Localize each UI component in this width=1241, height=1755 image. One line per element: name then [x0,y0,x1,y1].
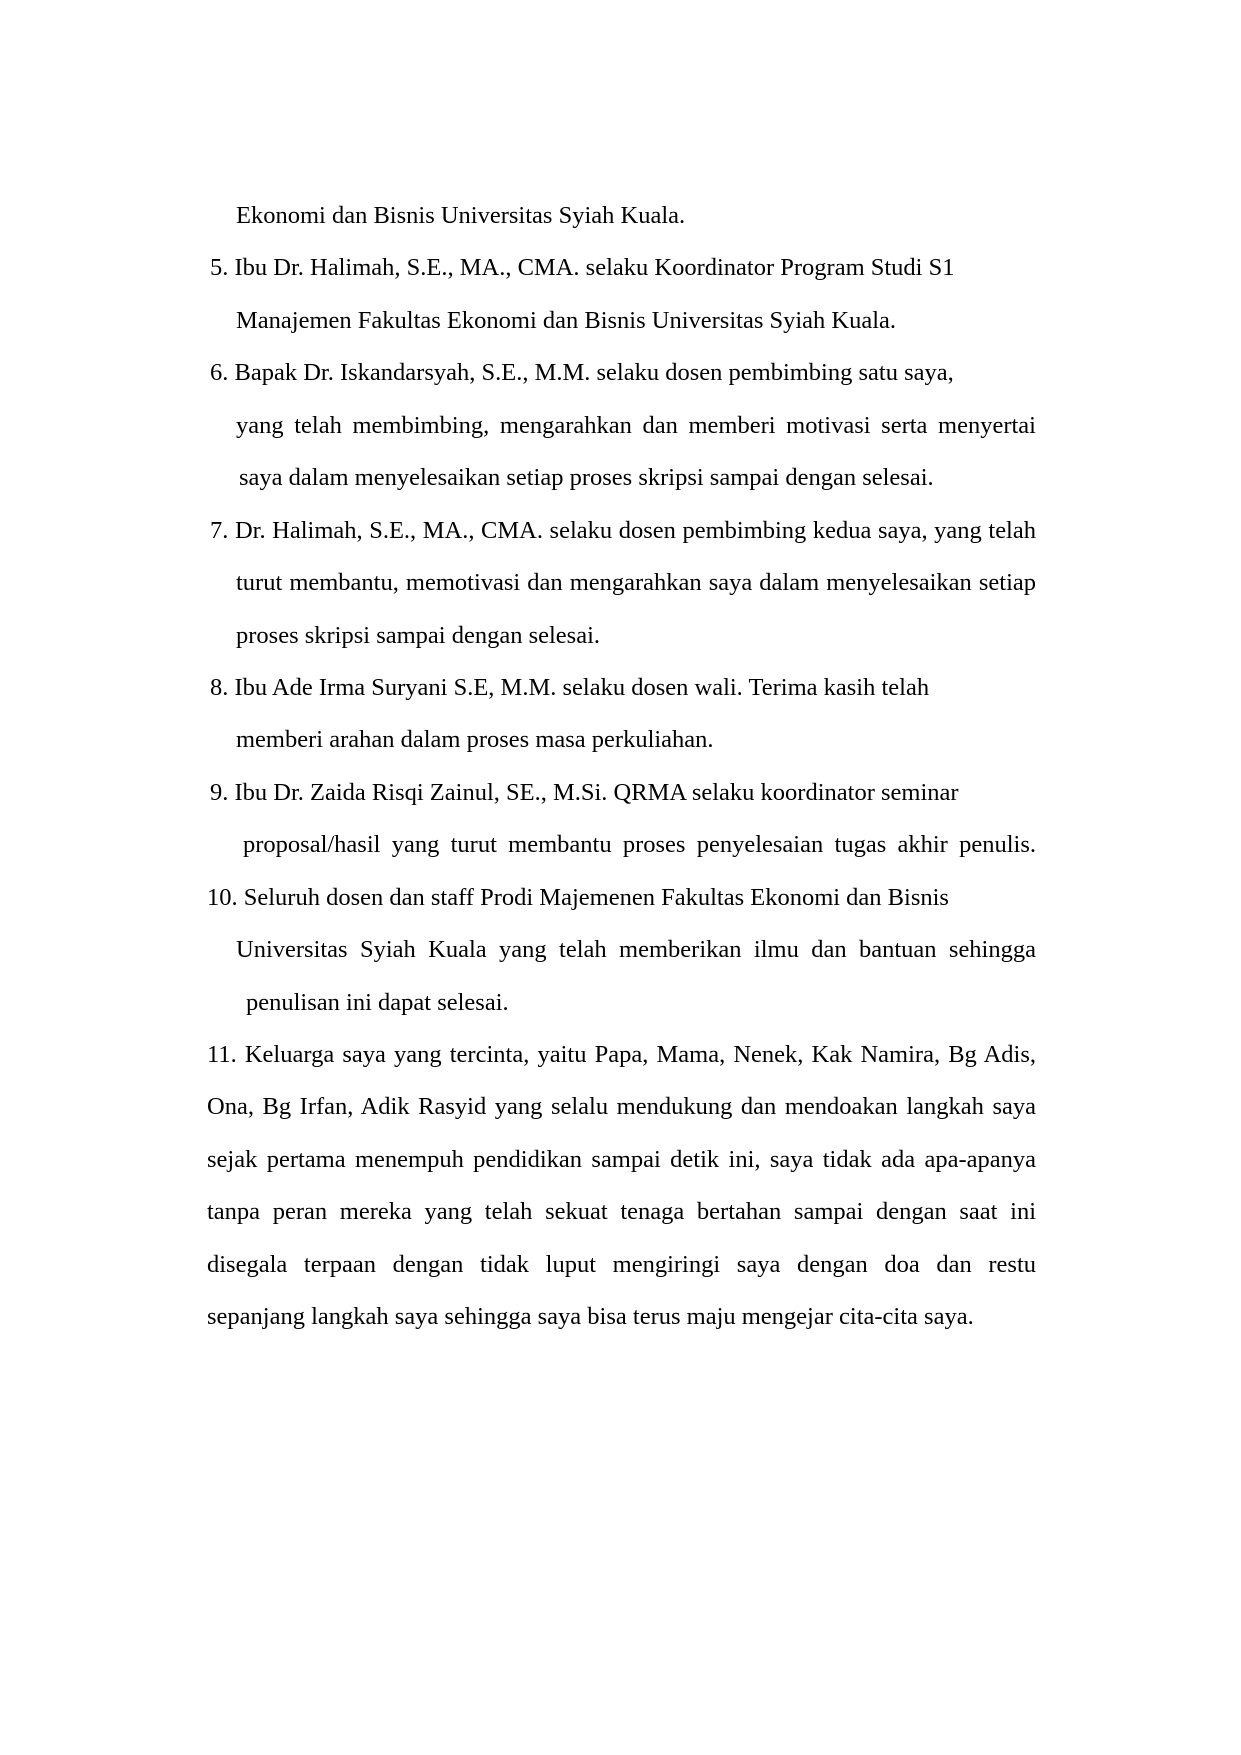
text-line: proposal/hasil yang turut membantu proses penyelesaian tugas akhir penulis. [243,831,1036,859]
text-line: 10. Seluruh dosen dan staff Prodi Majemenen Fakultas Ekonomi dan Bisnis [207,883,949,911]
text-line: proses skripsi sampai dengan selesai. [236,621,601,649]
text-line: turut membantu, memotivasi dan mengarahkan saya dalam menyelesaikan setiap [236,569,1036,597]
text-line: 11. Keluarga saya yang tercinta, yaitu Papa, Mama, Nenek, Kak Namira, Bg Adis, [207,1041,1036,1068]
acknowledgements-text-block [207,190,1036,1344]
text-line: disegala terpaan dengan tidak luput mengiringi saya dengan doa dan restu [207,1250,1036,1278]
text-line: penulisan ini dapat selesai. [246,988,509,1016]
text-line: 7. Dr. Halimah, S.E., MA., CMA. selaku dosen pembimbing kedua saya, yang telah [210,516,1036,544]
text-line: sejak pertama menempuh pendidikan sampai detik ini, saya tidak ada apa-apanya [207,1145,1036,1173]
text-line: sepanjang langkah saya sehingga saya bisa terus maju mengejar cita-cita saya. [207,1303,974,1331]
text-line: 8. Ibu Ade Irma Suryani S.E, M.M. selaku dosen wali. Terima kasih telah [210,673,930,701]
text-line: 6. Bapak Dr. Iskandarsyah, S.E., M.M. selaku dosen pembimbing satu saya, [210,359,954,387]
text-line: Universitas Syiah Kuala yang telah memberikan ilmu dan bantuan sehingga [236,936,1036,964]
text-line: Ona, Bg Irfan, Adik Rasyid yang selalu mendukung dan mendoakan langkah saya [207,1093,1036,1121]
text-line: Ekonomi dan Bisnis Universitas Syiah Kuala. [236,202,686,229]
text-line: 9. Ibu Dr. Zaida Risqi Zainul, SE., M.Si. QRMA selaku koordinator seminar [210,778,959,806]
text-line: tanpa peran mereka yang telah sekuat tenaga bertahan sampai dengan saat ini [207,1198,1036,1226]
text-line: 5. Ibu Dr. Halimah, S.E., MA., CMA. selaku Koordinator Program Studi S1 [210,254,955,282]
text-line: yang telah membimbing, mengarahkan dan memberi motivasi serta menyertai [236,411,1036,439]
text-line: Manajemen Fakultas Ekonomi dan Bisnis Universitas Syiah Kuala. [236,306,897,334]
text-line: memberi arahan dalam proses masa perkuliahan. [236,726,714,754]
text-line: saya dalam menyelesaikan setiap proses skripsi sampai dengan selesai. [239,464,934,492]
